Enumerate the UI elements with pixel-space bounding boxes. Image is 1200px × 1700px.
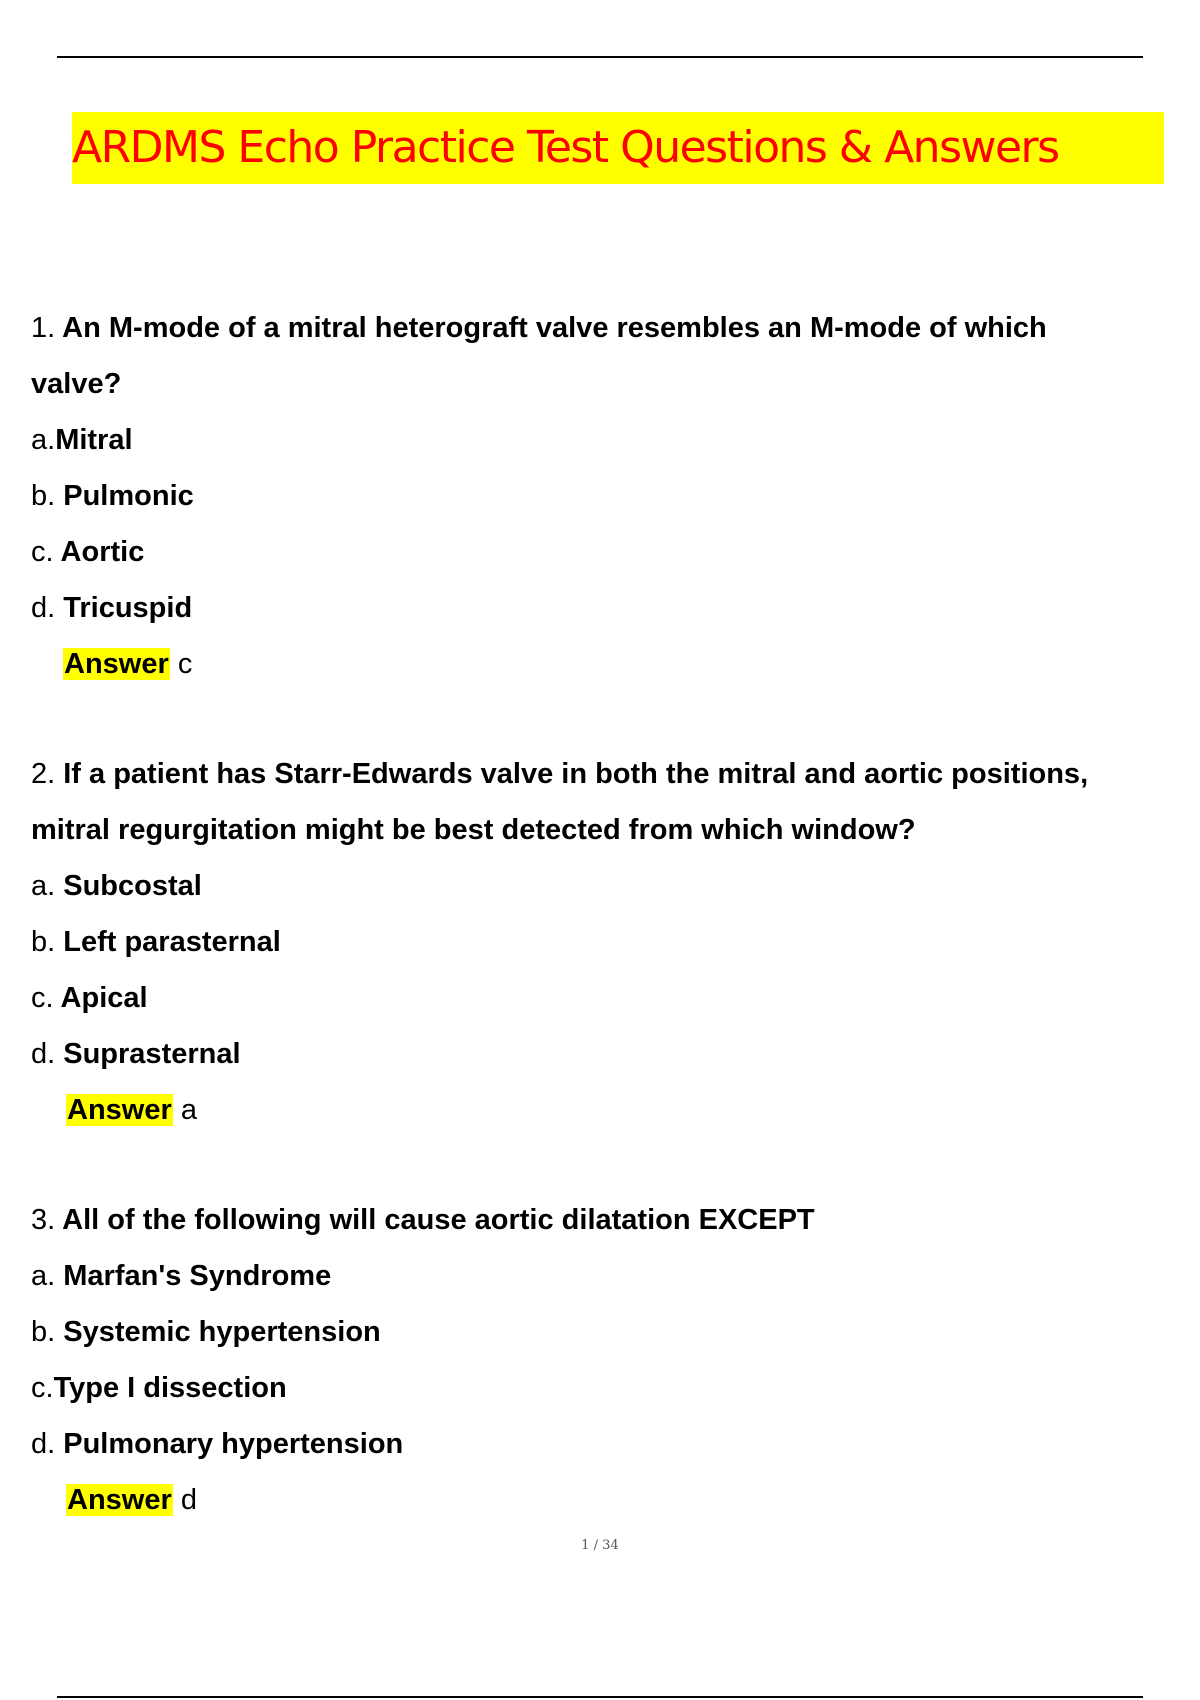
- option-d: [31, 1026, 1196, 1082]
- option-text: Apical: [60, 982, 148, 1014]
- answer-line: [31, 1472, 1196, 1528]
- option-text: Aortic: [60, 536, 145, 568]
- option-a: [31, 858, 1196, 914]
- question-1: [31, 300, 1196, 692]
- question-text-line: mitral regurgitation might be best detected from which window?: [31, 814, 916, 846]
- option-letter: c.: [31, 1372, 54, 1404]
- question-number: 3.: [31, 1204, 56, 1236]
- option-text: Subcostal: [63, 870, 202, 902]
- answer-label: Answer: [67, 1094, 172, 1126]
- option-letter: d.: [31, 1038, 56, 1070]
- answer-line: [31, 1082, 1196, 1138]
- option-text: Marfan's Syndrome: [63, 1260, 332, 1292]
- option-text: Systemic hypertension: [63, 1316, 381, 1348]
- option-c: [31, 1360, 1196, 1416]
- question-text: [31, 746, 1196, 802]
- title-highlight: [72, 112, 1164, 184]
- question-text-continued: [31, 802, 1196, 858]
- option-b: [31, 914, 1196, 970]
- option-letter: b.: [31, 926, 56, 958]
- question-text-line: If a patient has Starr-Edwards valve in both the mitral and aortic positions,: [63, 758, 1089, 790]
- option-b: [31, 468, 1196, 524]
- answer-line: [31, 636, 1196, 692]
- option-text: Left parasternal: [63, 926, 281, 958]
- question-text-line: All of the following will cause aortic dilatation EXCEPT: [62, 1204, 815, 1236]
- page-indicator: 1 / 34: [581, 1538, 619, 1553]
- question-number: 1.: [31, 312, 56, 344]
- option-letter: d.: [31, 1428, 56, 1460]
- top-rule: [57, 56, 1143, 58]
- answer-value: a: [180, 1094, 197, 1126]
- answer-label: Answer: [64, 648, 169, 680]
- question-text-continued: [31, 356, 1196, 412]
- question-3: [31, 1192, 1196, 1528]
- option-d: [31, 1416, 1196, 1472]
- answer-label: Answer: [67, 1484, 172, 1516]
- question-text-line: An M-mode of a mitral heterograft valve resembles an M-mode of which: [62, 312, 1047, 344]
- question-text: [31, 1192, 1196, 1248]
- question-text: [31, 300, 1196, 356]
- question-number: 2.: [31, 758, 56, 790]
- option-letter: c.: [31, 982, 54, 1014]
- option-a: [31, 1248, 1196, 1304]
- option-letter: a.: [31, 870, 56, 902]
- option-letter: a.: [31, 1260, 56, 1292]
- option-letter: c.: [31, 536, 54, 568]
- bottom-rule: [57, 1696, 1143, 1698]
- option-text: Tricuspid: [63, 592, 193, 624]
- option-b: [31, 1304, 1196, 1360]
- option-text: Pulmonic: [63, 480, 194, 512]
- option-letter: b.: [31, 1316, 56, 1348]
- option-text: Type I dissection: [53, 1372, 287, 1404]
- answer-value: d: [180, 1484, 197, 1516]
- option-a: [31, 412, 1196, 468]
- option-c: [31, 970, 1196, 1026]
- question-2: [31, 746, 1196, 1138]
- option-d: [31, 580, 1196, 636]
- option-letter: a.: [31, 424, 56, 456]
- option-letter: d.: [31, 592, 56, 624]
- answer-value: c: [177, 648, 193, 680]
- option-c: [31, 524, 1196, 580]
- option-text: Pulmonary hypertension: [63, 1428, 404, 1460]
- option-text: Suprasternal: [63, 1038, 241, 1070]
- option-text: Mitral: [55, 424, 133, 456]
- question-text-line: valve?: [31, 368, 122, 400]
- page-title: ARDMS Echo Practice Test Questions & Answers: [72, 122, 1059, 173]
- option-letter: b.: [31, 480, 56, 512]
